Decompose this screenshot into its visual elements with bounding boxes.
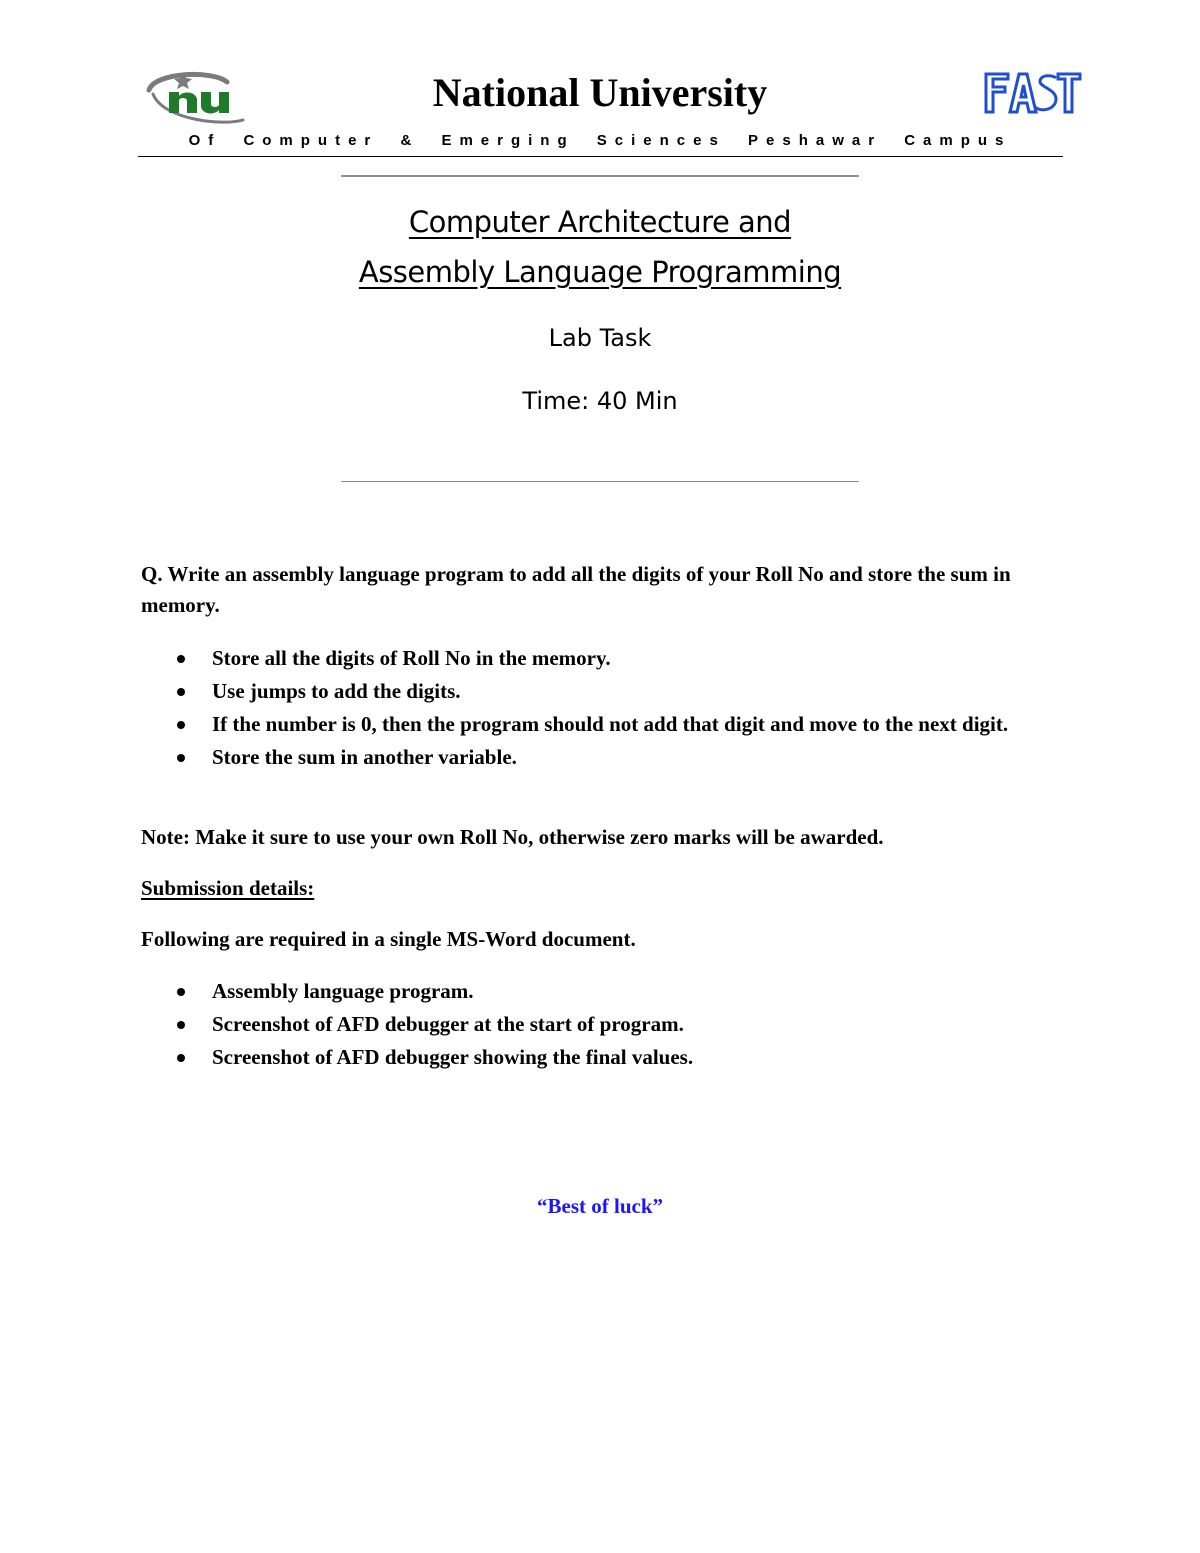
fast-logo bbox=[982, 70, 1082, 116]
task-label: Lab Task bbox=[548, 324, 652, 352]
note-text: Note: Make it sure to use your own Roll No, otherwise zero marks will be awarded. bbox=[141, 825, 884, 849]
course-title-line1: Computer Architecture and bbox=[408, 205, 792, 239]
list-item: Assembly language program. bbox=[141, 976, 1066, 1007]
course-title-line2: Assembly Language Programming bbox=[358, 255, 842, 289]
nu-logo bbox=[143, 68, 251, 128]
list-item: Store all the digits of Roll No in the memory. bbox=[141, 643, 1066, 674]
time-label: Time: 40 Min bbox=[522, 387, 678, 415]
list-item: Screenshot of AFD debugger at the start of program. bbox=[141, 1009, 1066, 1040]
submission-list bbox=[141, 976, 1066, 1075]
svg-text:FAST: FAST bbox=[1032, 100, 1035, 101]
list-item: If the number is 0, then the program should not add that digit and move to the next digit. bbox=[141, 709, 1066, 740]
submission-intro: Following are required in a single MS-Word document. bbox=[141, 927, 636, 951]
university-subtitle: Of Computer & Emerging Sciences Peshawar Campus bbox=[188, 132, 1012, 149]
list-item: Use jumps to add the digits. bbox=[141, 676, 1066, 707]
bullet-icon bbox=[177, 988, 185, 996]
list-item: Screenshot of AFD debugger showing the final values. bbox=[141, 1042, 1066, 1073]
bullet-icon bbox=[177, 721, 185, 729]
bullet-icon bbox=[177, 655, 185, 663]
header-divider bbox=[138, 156, 1063, 157]
submission-heading: Submission details: bbox=[141, 876, 315, 900]
title-top-divider bbox=[341, 175, 859, 177]
university-name: National University bbox=[432, 70, 768, 115]
bullet-icon bbox=[177, 754, 185, 762]
bullet-icon bbox=[177, 688, 185, 696]
bullet-icon bbox=[177, 1054, 185, 1062]
title-bottom-divider bbox=[341, 481, 859, 482]
svg-text:nu: nu bbox=[198, 108, 200, 109]
closing-text: “Best of luck” bbox=[537, 1194, 663, 1218]
requirements-list bbox=[141, 643, 1066, 775]
list-item: Store the sum in another variable. bbox=[141, 742, 1066, 773]
question-text: Q. Write an assembly language program to add all the digits of your Roll No and store the sum in memory. bbox=[141, 562, 1011, 617]
bullet-icon bbox=[177, 1021, 185, 1029]
